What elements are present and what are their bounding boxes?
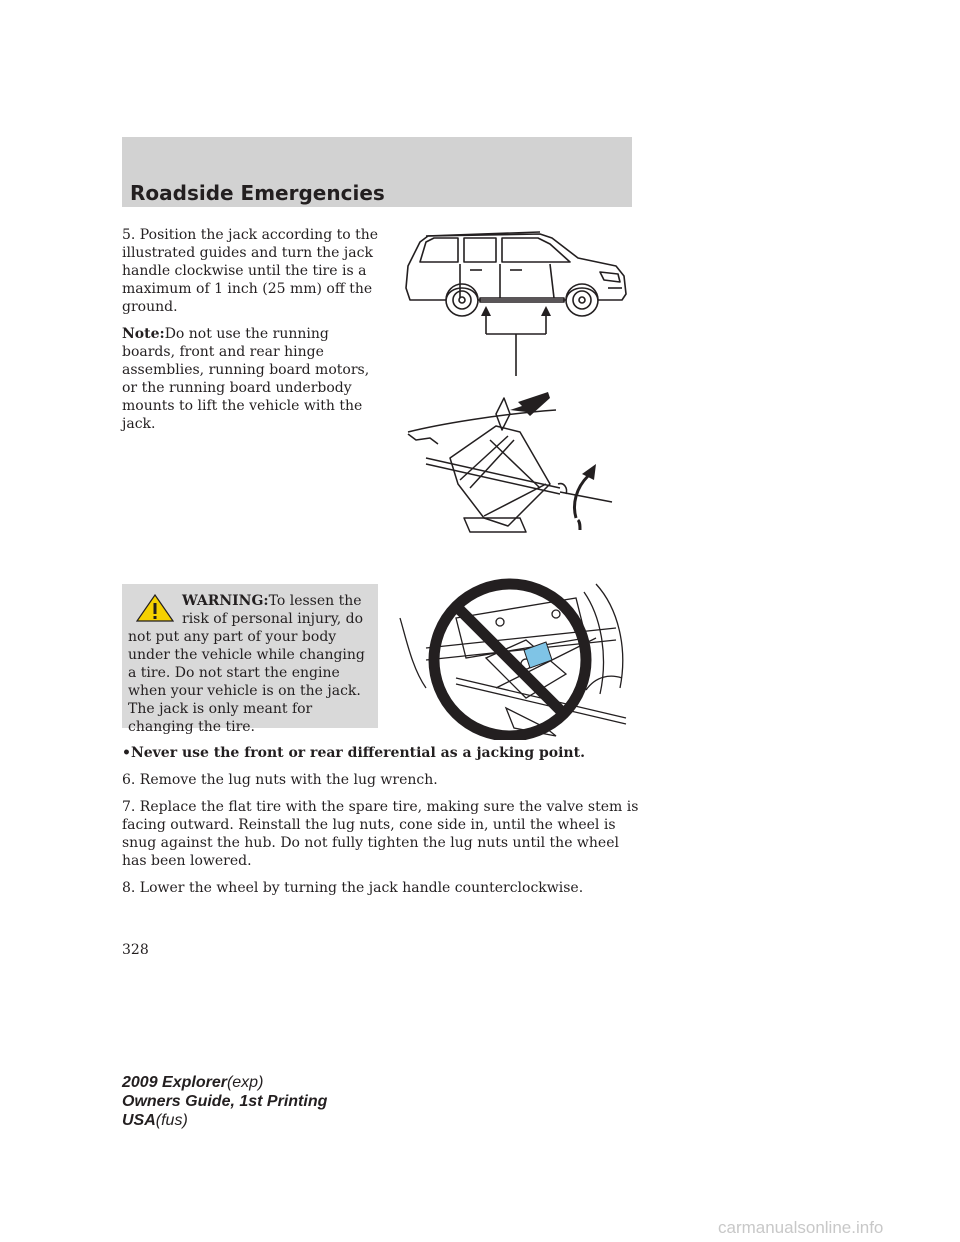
- no-differential-jacking-illustration: [396, 578, 632, 740]
- warning-triangle-icon: [136, 594, 174, 622]
- bullet-symbol: •: [122, 745, 131, 761]
- section-header: [122, 137, 632, 207]
- instruction-column: [122, 226, 380, 442]
- footer-line-3: USA(fus): [122, 1112, 188, 1129]
- warning-label: WARNING:: [182, 593, 269, 609]
- footer-line-1: 2009 Explorer(exp): [122, 1074, 264, 1091]
- differential-bullet: [122, 744, 642, 762]
- note-text: Do not use the running boards, front and rear hinge assemblies, running board motors, or the running board underbody mounts to lift the vehicle with the jack.: [122, 326, 370, 432]
- bullet-text: Never use the front or rear differential as a jacking point.: [130, 745, 585, 761]
- note-label: Note:: [122, 326, 165, 342]
- step-6-text: 6. Remove the lug nuts with the lug wrench.: [122, 772, 438, 788]
- watermark: carmanualsonline.info: [718, 1218, 884, 1237]
- step-7-text: 7. Replace the flat tire with the spare tire, making sure the valve stem is facing outward. Reinstall the lug nuts, cone side in, until the wheel is snug against the hub. Do not fully tighten the lug nuts until the wheel has been lowered.: [122, 799, 639, 869]
- document-footer: [122, 1073, 482, 1130]
- page-number: 328: [122, 942, 149, 958]
- step-5-text: 5. Position the jack according to the illustrated guides and turn the jack handle clockwise until the tire is a maximum of 1 inch (25 mm) off the ground.: [122, 227, 379, 315]
- scissor-jack-illustration: [400, 380, 632, 540]
- vehicle-jack-points-illustration: [400, 228, 632, 378]
- footer-line-2: Owners Guide, 1st Printing: [122, 1093, 328, 1110]
- step-8-text: 8. Lower the wheel by turning the jack handle counterclockwise.: [122, 880, 584, 896]
- warning-text: To lessen the risk of personal injury, do not put any part of your body under the vehicle while changing a tire. Do not start the engine when your vehicle is on the jack. The jack is only meant for changing the tire.: [128, 593, 365, 735]
- note-paragraph: [122, 325, 380, 433]
- lower-instructions: [122, 744, 642, 906]
- page-title: Roadside Emergencies: [130, 181, 385, 205]
- warning-box: [122, 584, 378, 735]
